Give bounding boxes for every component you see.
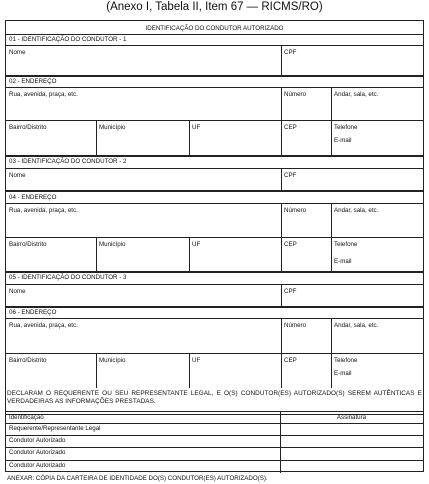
address-header: 06 - ENDEREÇO — [9, 309, 57, 316]
signer-label: Condutor Autorizado — [9, 437, 66, 444]
number-field-label: Número — [284, 207, 307, 214]
divider — [281, 45, 282, 75]
signer-label: Condutor Autorizado — [9, 462, 66, 469]
divider — [96, 353, 97, 388]
zip-field-label: CEP — [284, 241, 297, 248]
divider — [6, 203, 423, 204]
divider — [281, 168, 282, 190]
divider — [281, 87, 282, 155]
phone-field-label: Telefone — [334, 124, 358, 131]
signer-label: Requerente/Representante Legal — [9, 425, 101, 432]
divider — [281, 284, 282, 306]
number-field-label: Número — [284, 91, 307, 98]
driver-id-header: 03 - IDENTIFICAÇÃO DO CONDUTOR - 2 — [9, 158, 127, 165]
state-field-label: UF — [192, 241, 201, 248]
phone-field-label: Telefone — [334, 357, 358, 364]
annex-note: ANEXAR: CÓPIA DA CARTEIRA DE IDENTIDADE DO(S) CONDUTOR(ES) AUTORIZADO(S). — [7, 475, 268, 482]
city-field-label: Município — [99, 124, 126, 131]
divider — [6, 271, 423, 273]
street-field-label: Rua, avenida, praça, etc. — [9, 207, 78, 214]
divider — [6, 237, 423, 238]
section-title: IDENTIFICAÇÃO DO CONDUTOR AUTORIZADO — [145, 25, 284, 32]
divider — [6, 284, 423, 285]
complement-field-label: Andar, sala, etc. — [334, 91, 379, 98]
divider — [189, 353, 190, 388]
identification-column-header: Identificação — [9, 414, 44, 421]
divider — [6, 435, 423, 436]
address-header: 02 - ENDEREÇO — [9, 78, 57, 85]
divider — [6, 306, 423, 308]
complement-field-label: Andar, sala, etc. — [334, 322, 379, 329]
divider — [6, 120, 423, 121]
city-field-label: Município — [99, 357, 126, 364]
divider — [189, 120, 190, 155]
driver-id-header: 05 - IDENTIFICAÇÃO DO CONDUTOR - 3 — [9, 274, 127, 281]
divider — [6, 190, 423, 192]
district-field-label: Bairro/Distrito — [9, 241, 47, 248]
signer-label: Condutor Autorizado — [9, 449, 66, 456]
divider — [6, 460, 423, 461]
divider — [96, 237, 97, 271]
email-field-label: E-mail — [334, 370, 352, 377]
driver-form — [5, 20, 424, 415]
signature-table — [5, 411, 424, 472]
divider — [331, 87, 332, 155]
zip-field-label: CEP — [284, 124, 297, 131]
district-field-label: Bairro/Distrito — [9, 124, 47, 131]
form-reference: (Anexo I, Tabela II, Item 67 — RICMS/RO) — [106, 1, 323, 13]
divider — [6, 87, 423, 88]
divider — [6, 75, 423, 77]
divider — [96, 120, 97, 155]
city-field-label: Município — [99, 241, 126, 248]
cpf-field-label: CPF — [284, 288, 297, 295]
declaration-text: DECLARAM O REQUERENTE OU SEU REPRESENTANTE LEGAL, E O(S) CONDUTOR(ES) AUTORIZADO(S) SEREM AUTÊNTICAS E VERDADEIRAS AS INFORMAÇÕES PRESTADAS. — [7, 390, 422, 406]
complement-field-label: Andar, sala, etc. — [334, 207, 379, 214]
divider — [6, 353, 423, 354]
signature-column-header: Assinatura — [336, 414, 367, 421]
street-field-label: Rua, avenida, praça, etc. — [9, 91, 78, 98]
zip-field-label: CEP — [284, 357, 297, 364]
name-field-label: Nome — [9, 288, 26, 295]
email-field-label: E-mail — [334, 137, 352, 144]
street-field-label: Rua, avenida, praça, etc. — [9, 322, 78, 329]
state-field-label: UF — [192, 357, 201, 364]
district-field-label: Bairro/Distrito — [9, 357, 47, 364]
divider — [6, 45, 423, 46]
number-field-label: Número — [284, 322, 307, 329]
email-field-label: E-mail — [334, 258, 352, 265]
divider — [6, 447, 423, 448]
state-field-label: UF — [192, 124, 201, 131]
divider — [189, 237, 190, 271]
divider — [6, 155, 423, 157]
divider — [6, 423, 423, 424]
phone-field-label: Telefone — [334, 241, 358, 248]
divider — [6, 34, 423, 35]
address-header: 04 - ENDEREÇO — [9, 194, 57, 201]
divider — [6, 168, 423, 169]
cpf-field-label: CPF — [284, 49, 297, 56]
driver-id-header: 01 - IDENTIFICAÇÃO DO CONDUTOR - 1 — [9, 36, 127, 43]
name-field-label: Nome — [9, 49, 26, 56]
name-field-label: Nome — [9, 172, 26, 179]
cpf-field-label: CPF — [284, 172, 297, 179]
divider — [6, 318, 423, 319]
